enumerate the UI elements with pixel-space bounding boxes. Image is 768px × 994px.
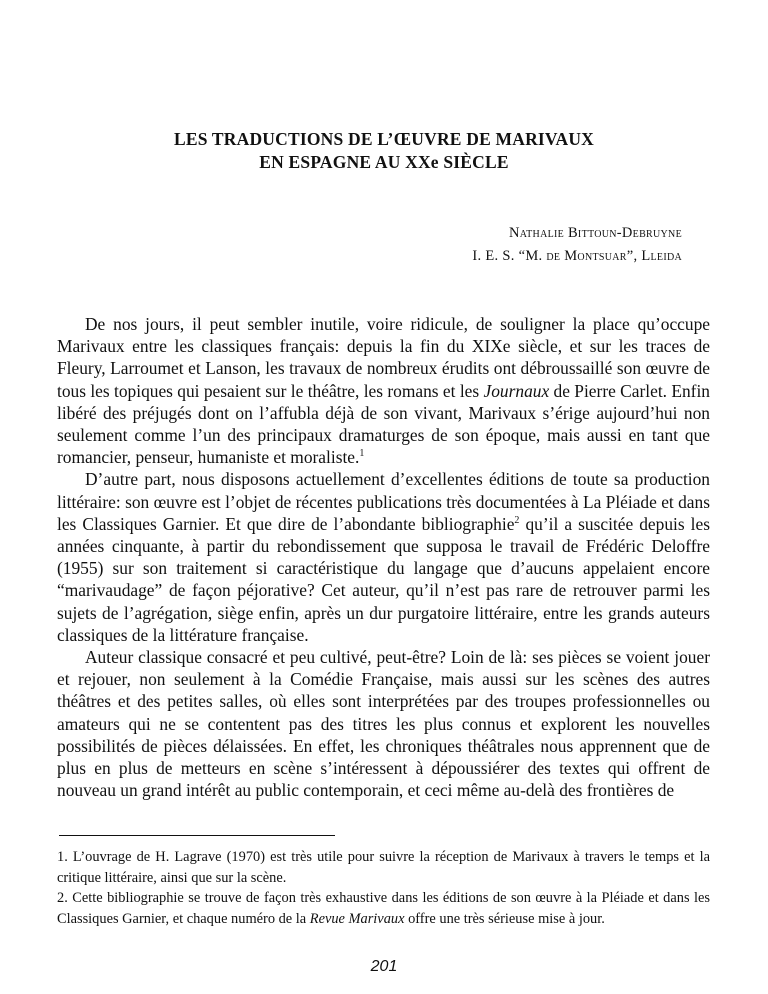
author-block: [472, 222, 682, 268]
title-line-1: LES TRADUCTIONS DE L’ŒUVRE DE MARIVAUX: [173, 129, 595, 149]
footnote-ref-2: 2: [514, 515, 520, 527]
footnote-2-text-a: 2. Cette bibliographie se trouve de façon très exhaustive dans les éditions de son œuvre à la Pléiade et dans les Classiques Garnier, et chaque numéro de la: [57, 890, 710, 927]
footnote-2-text-b: offre une très sérieuse mise à jour.: [404, 910, 605, 927]
journaux-title: Journaux: [483, 380, 550, 401]
footnote-1: 1. L’ouvrage de H. Lagrave (1970) est très utile pour suivre la réception de Marivaux à travers le temps et la critique littéraire, ainsi que sur la scène.: [57, 849, 710, 886]
paragraph-2: [57, 468, 710, 646]
paragraph-1-text-a: De nos jours, il peut sembler inutile, voire ridicule, de souligner la place qu’occupe Marivaux entre les classiques français: depuis la fin du XIXe siècle, et sur les traces de Fleury, Larroumet et Lanson, les travaux de nombreux érudits ont débroussaillé son œuvre de tous les topiques qui pesaient sur le théâtre, les romans et les: [57, 314, 710, 401]
body-text: [57, 313, 710, 801]
author-name: Nathalie Bittoun-Debruyne: [508, 225, 682, 241]
paragraph-1-text-b: de Pierre Carlet. Enfin libéré des préjugés dont on l’affubla déjà de son vivant, Marivaux s’érige aujourd’hui non seulement comme l’un des principaux dramaturges de son époque, mais aussi en tant que romancier, penseur, humaniste et moraliste.: [57, 380, 711, 468]
footnote-divider: [59, 835, 335, 836]
footnotes: [57, 847, 710, 929]
paragraph-2-text-a: D’autre part, nous disposons actuellement d’excellentes éditions de toute sa production littéraire: son œuvre est l’objet de récentes publications très documentées à La Pléiade et dans les Classiques Garnier. Et que dire de l’abondante bibliographie: [57, 469, 710, 534]
paragraph-1: [57, 313, 710, 468]
paragraph-3: Auteur classique consacré et peu cultivé, peut-être? Loin de là: ses pièces se voient jouer et rejouer, non seulement à la Comédie Française, mais aussi sur les scènes des autres théâtres et des petites salles, où elles sont interprétées par des troupes professionnelles ou amateurs qui ne se contentent pas des titres les plus connus et explorent les nouvelles possibilités de pièces délaissées. En effet, les chroniques théâtrales nous apprennent que de plus en plus de metteurs en scène s’intéressent à dépoussiérer des textes qui offrent de nouveau un grand intérêt au public contemporain, et ceci même au-delà des frontières de: [57, 647, 710, 801]
title-line-2: EN ESPAGNE AU XXe SIÈCLE: [259, 152, 509, 172]
author-affiliation: I. E. S. “M. de Montsuar”, Lleida: [472, 248, 682, 264]
page-number: 201: [370, 958, 398, 975]
revue-marivaux-title: Revue Marivaux: [309, 910, 405, 927]
paragraph-2-text-b: qu’il a suscitée depuis les années cinquante, à partir du rebondissement que supposa le travail de Frédéric Deloffre (1955) sur son traitement si caractéristique du langage que d’aucuns appelaient encore “marivaudage” de façon péjorative? Cet auteur, qu’il n’est pas rare de retrouver parmi les sujets de l’agrégation, siège enfin, après un dur purgatoire littéraire, entre les grands auteurs classiques de la littérature française.: [57, 513, 710, 645]
footnote-2: [57, 888, 710, 929]
footnote-ref-1: 1: [359, 448, 365, 460]
article-title: [100, 128, 668, 174]
